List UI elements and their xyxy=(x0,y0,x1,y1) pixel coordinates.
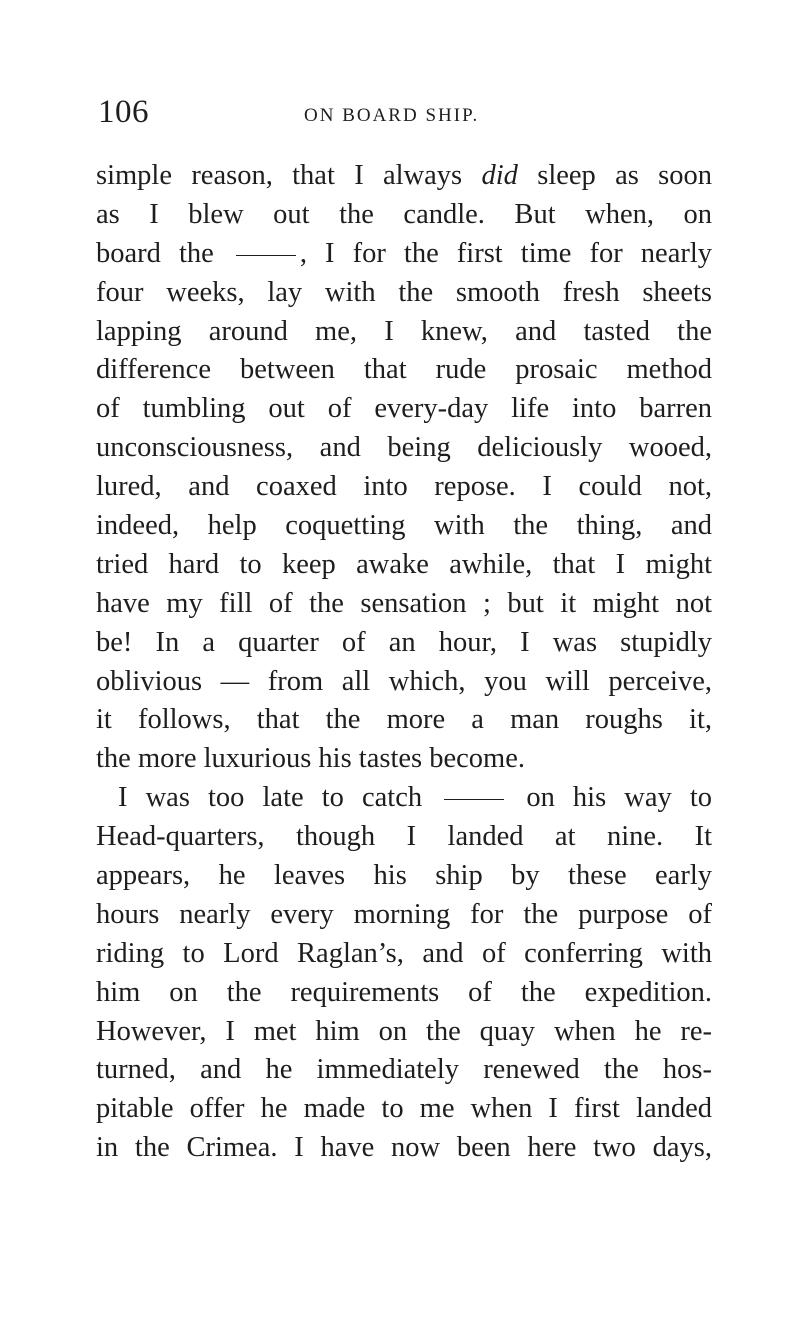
text-line: him on the requirements of the expedition. xyxy=(96,976,712,1008)
text-line: Head-quarters, though I landed at nine. It xyxy=(96,821,712,853)
omitted-name-dash xyxy=(444,799,504,800)
text-line: turned, and he immediately renewed the hos- xyxy=(96,1054,712,1086)
text-line: lapping around me, I knew, and tasted the xyxy=(96,315,712,347)
page-number: 106 xyxy=(98,94,149,130)
text-line: it follows, that the more a man roughs it, xyxy=(96,704,712,736)
text-line: board the , I for the first time for nearly xyxy=(96,237,713,269)
text-line: be! In a quarter of an hour, I was stupidly xyxy=(96,626,712,658)
omitted-name-dash xyxy=(236,255,296,256)
text-line: tried hard to keep awake awhile, that I might xyxy=(96,548,712,580)
text-line: difference between that rude prosaic method xyxy=(96,354,712,386)
text-line: oblivious — from all which, you will perceive, xyxy=(96,665,712,697)
text-line: However, I met him on the quay when he re- xyxy=(96,1015,712,1047)
text-line: simple reason, that I always did sleep as soon xyxy=(96,160,713,191)
text-line: hours nearly every morning for the purpose of xyxy=(96,898,712,930)
italic-word: did xyxy=(481,160,518,191)
text-line: four weeks, lay with the smooth fresh sheets xyxy=(96,276,712,308)
running-head: ON BOARD SHIP. xyxy=(304,105,480,126)
text-line: of tumbling out of every-day life into barren xyxy=(96,393,712,425)
text-line: indeed, help coquetting with the thing, and xyxy=(96,510,712,542)
text-line: in the Crimea. I have now been here two days, xyxy=(96,1132,712,1164)
text-line: riding to Lord Raglan’s, and of conferring with xyxy=(96,937,712,969)
text-line: have my fill of the sensation ; but it might not xyxy=(96,587,712,619)
text-line: pitable offer he made to me when I first landed xyxy=(96,1093,712,1125)
text-line: the more luxurious his tastes become. xyxy=(96,743,525,775)
page-header xyxy=(98,94,718,134)
text-line: I was too late to catch on his way to xyxy=(118,782,712,814)
text-line: unconsciousness, and being deliciously wooed, xyxy=(96,432,712,464)
body-text xyxy=(96,157,712,1168)
text-line: lured, and coaxed into repose. I could not, xyxy=(96,471,712,503)
text-line: appears, he leaves his ship by these early xyxy=(96,860,712,892)
text-line: as I blew out the candle. But when, on xyxy=(96,198,712,230)
